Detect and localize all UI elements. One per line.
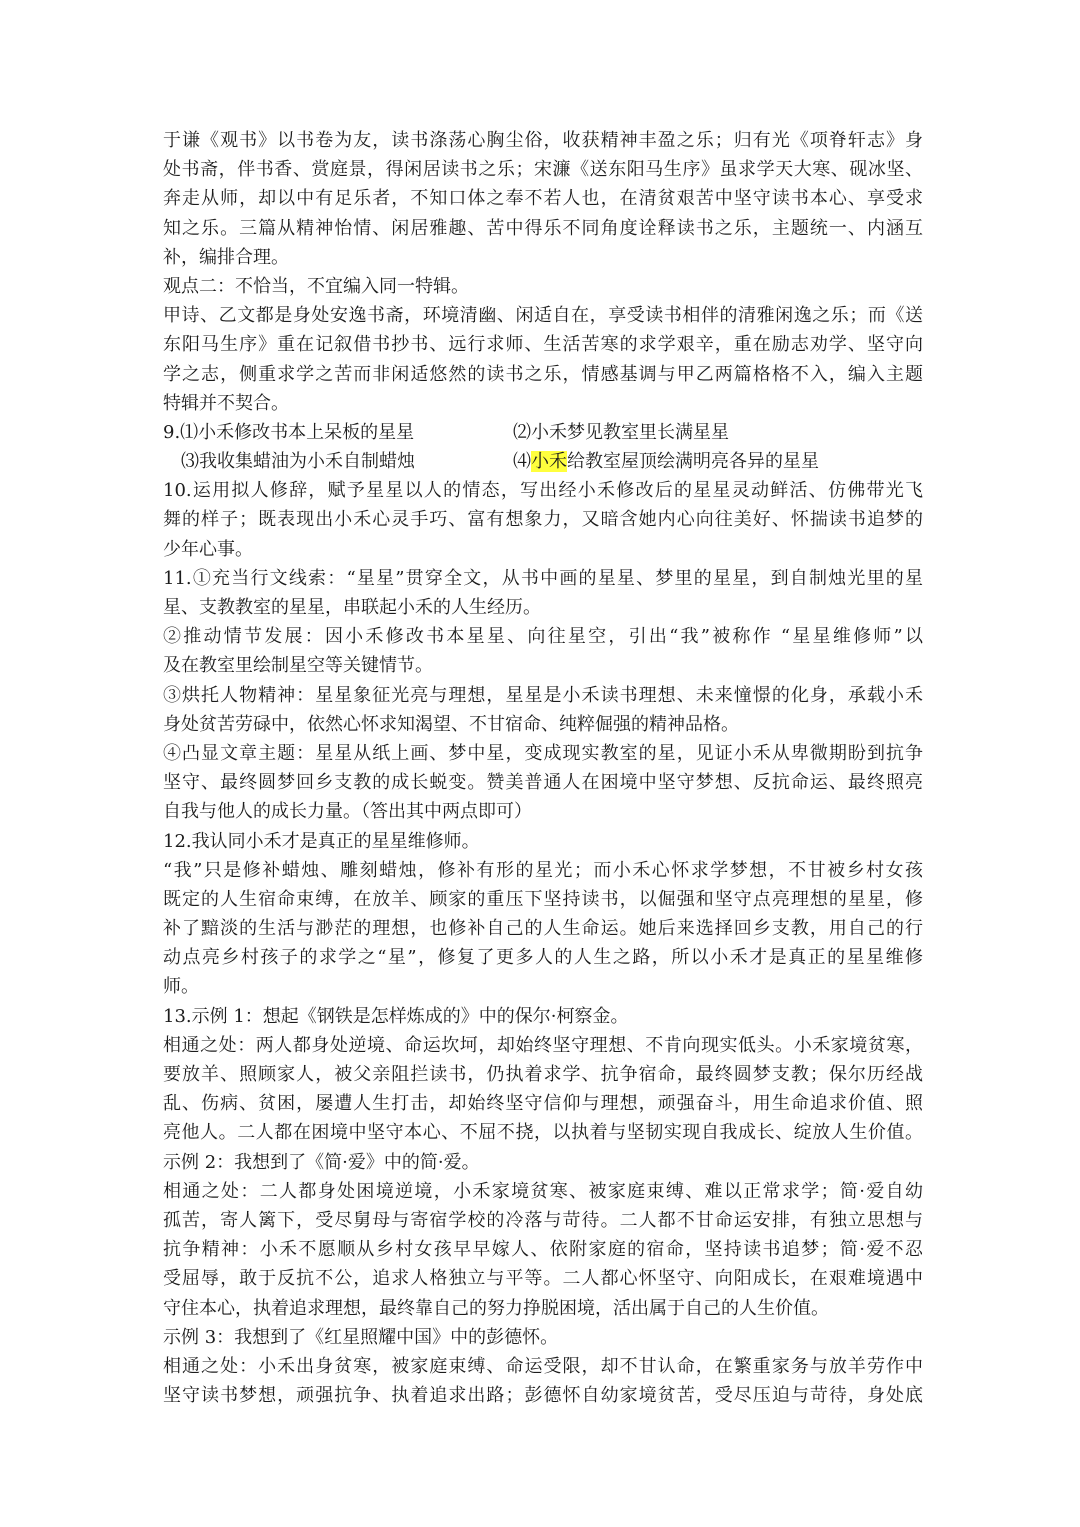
q9-answer-4 <box>513 447 923 476</box>
text-line: 舞的样子；既表现出小禾心灵手巧、富有想象力，又暗含她内心向往美好、怀揣读书追梦的 <box>163 509 923 531</box>
text-line: 师。 <box>163 976 199 998</box>
paragraph-block-viewpoints <box>163 126 923 418</box>
text-line: ③烘托人物精神：星星象征光亮与理想，星星是小禾读书理想、未来憧憬的化身，承载小禾 <box>163 684 923 706</box>
q9-answer-3: ⑶我收集蜡油为小禾自制蜡烛 <box>181 451 415 473</box>
text-line: 相通之处：小禾出身贫寒，被家庭束缚、命运受限，却不甘认命，在繁重家务与放羊劳作中 <box>163 1355 923 1377</box>
text-line: 自我与他人的成长力量。（答出其中两点即可） <box>163 801 532 823</box>
text-line: 学之志，侧重求学之苦而非闲适悠然的读书之乐，情感基调与甲乙两篇格格不入，编入主题 <box>163 363 923 385</box>
text-line: 奔走从师，却以中有足乐者，不知口体之奉不若人也，在清贫艰苦中坚守读书本心、享受求 <box>163 188 923 210</box>
text-line: 要放羊、照顾家人，被父亲阻拦读书，仍执着求学、抗争宿命，最终圆梦支教；保尔历经战 <box>163 1064 923 1085</box>
text-line: 及在教室里绘制星空等关键情节。 <box>163 655 433 677</box>
text-line: 既定的人生宿命束缚，在放羊、顾家的重压下坚持读书，以倔强和坚守点亮理想的星星，修 <box>163 888 923 910</box>
text-line: 示例 3：我想到了《红星照耀中国》中的彭德怀。 <box>163 1326 559 1348</box>
q9-answer-4-prefix: ⑷ <box>513 451 531 473</box>
text-line: 补了黯淡的生活与渺茫的理想，也修补自己的人生命运。她后来选择回乡支教，用自己的行 <box>163 918 923 940</box>
text-line: 处书斋，伴书香、赏庭景，得闲居读书之乐；宋濂《送东阳马生序》虽求学天大寒、砚冰坚、 <box>163 159 923 181</box>
text-line: 甲诗、乙文都是身处安逸书斋，环境清幽、闲适自在，享受读书相伴的清雅闲逸之乐；而《送 <box>163 305 923 327</box>
text-line: 动点亮乡村孩子的求学之“星”，修复了更多人的人生之路，所以小禾才是真正的星星维修 <box>163 947 923 969</box>
text-line: 抗争精神：小禾不愿顺从乡村女孩早早嫁人、依附家庭的宿命，坚持读书追梦；简·爱不忍 <box>163 1239 923 1261</box>
text-line: 坚守读书梦想，顽强抗争、执着追求出路；彭德怀自幼家境贫苦，受尽压迫与苛待，身处底 <box>163 1385 923 1407</box>
text-line: 于谦《观书》以书卷为友，读书涤荡心胸尘俗，收获精神丰盈之乐；归有光《项脊轩志》身 <box>163 130 923 151</box>
text-line: 守住本心，执着追求理想，最终靠自己的努力挣脱困境，活出属于自己的人生价值。 <box>163 1297 829 1319</box>
text-line: 东阳马生序》重在记叙借书抄书、远行求师、生活苦寒的求学艰辛，重在励志劝学、坚守向 <box>163 334 923 356</box>
q9-answer-2: ⑵小禾梦见教室里长满星星 <box>513 421 729 443</box>
text-line: 示例 2：我想到了《简·爱》中的简·爱。 <box>163 1151 480 1173</box>
text-line: ④凸显文章主题：星星从纸上画、梦中星，变成现实教室的星，见证小禾从卑微期盼到抗争 <box>163 742 923 764</box>
text-line: 10.运用拟人修辞，赋予星星以人的情态，写出经小禾修改后的星星灵动鲜活、仿佛带光飞 <box>163 480 923 502</box>
text-line: 观点二：不恰当，不宜编入同一特辑。 <box>163 275 469 297</box>
text-line: 11.①充当行文线索：“星星”贯穿全文，从书中画的星星、梦里的星星，到自制烛光里的星 <box>163 567 923 589</box>
q9-row-2 <box>163 447 923 476</box>
q9-answer-4-rest: 给教室屋顶绘满明亮各异的星星 <box>567 451 819 473</box>
paragraph-block-answers <box>163 476 923 1410</box>
text-line: 少年心事。 <box>163 538 253 560</box>
text-line: 身处贫苦劳碌中，依然心怀求知渴望、不甘宿命、纯粹倔强的精神品格。 <box>163 713 739 735</box>
text-line: 补，编排合理。 <box>163 246 289 268</box>
answer-page <box>163 126 923 1410</box>
text-line: 相通之处：两人都身处逆境、命运坎坷，却始终坚守理想、不肯向现实低头。小禾家境贫寒， <box>163 1034 923 1056</box>
text-line: 乱、伤病、贫困，屡遭人生打击，却始终坚守信仰与理想，顽强奋斗，用生命追求价值、照 <box>163 1093 923 1115</box>
text-line: 孤苦，寄人篱下，受尽舅母与寄宿学校的冷落与苛待。二人都不甘命运安排，有独立思想与 <box>163 1209 923 1231</box>
text-line: 受屈辱，敢于反抗不公，追求人格独立与平等。二人都心怀坚守、向阳成长，在艰难境遇中 <box>163 1268 923 1290</box>
text-line: 13.示例 1：想起《钢铁是怎样炼成的》中的保尔·柯察金。 <box>163 1005 629 1027</box>
q9-row-1 <box>163 418 923 447</box>
text-line: 亮他人。二人都在困境中坚守本心、不屈不挠，以执着与坚韧实现自我成长、绽放人生价值。 <box>163 1122 923 1144</box>
text-line: ②推动情节发展：因小禾修改书本星星、向往星空，引出“我”被称作 “星星维修师”以 <box>163 626 923 648</box>
highlighted-text: 小禾 <box>531 451 567 473</box>
text-line: 相通之处：二人都身处困境逆境，小禾家境贫寒、被家庭束缚、难以正常求学；简·爱自幼 <box>163 1180 923 1202</box>
text-line: 星、支教教室的星星，串联起小禾的人生经历。 <box>163 597 541 618</box>
text-line: “我”只是修补蜡烛、雕刻蜡烛，修补有形的星光；而小禾心怀求学梦想，不甘被乡村女孩 <box>163 859 923 881</box>
q9-answer-1: 9.⑴小禾修改书本上呆板的星星 <box>163 421 415 443</box>
text-line: 12.我认同小禾才是真正的星星维修师。 <box>163 830 480 852</box>
text-line: 特辑并不契合。 <box>163 392 289 414</box>
text-line: 知之乐。三篇从精神怡情、闲居雅趣、苦中得乐不同角度诠释读书之乐，主题统一、内涵互 <box>163 217 923 239</box>
text-line: 坚守、最终圆梦回乡支教的成长蜕变。赞美普通人在困境中坚守梦想、反抗命运、最终照亮 <box>163 772 923 794</box>
